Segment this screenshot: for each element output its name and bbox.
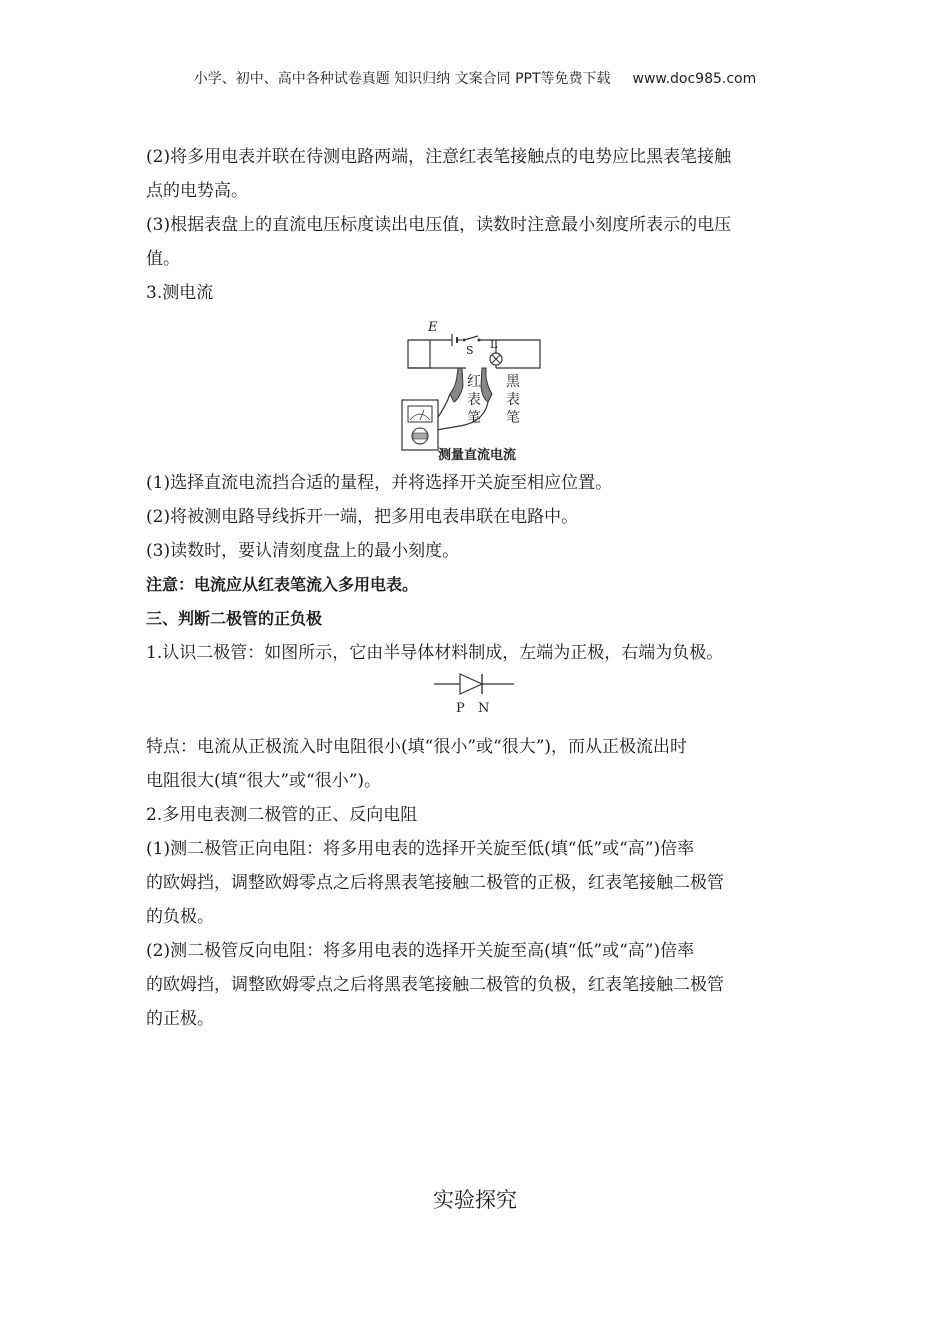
paragraph: (3)读数时，要认清刻度盘上的最小刻度。: [146, 541, 460, 561]
label-s: S: [466, 344, 474, 357]
header-url[interactable]: www.doc985.com: [632, 71, 757, 87]
current-measurement-figure: [146, 314, 810, 462]
paragraph: (2)测二极管反向电阻：将多用电表的选择开关旋至高(填“低”或“高”)倍率: [146, 941, 695, 961]
black-probe-char: 黑: [506, 374, 520, 390]
red-probe-char: 笔: [467, 410, 481, 426]
black-probe-char: 表: [506, 392, 520, 408]
paragraph: (2)将被测电路导线拆开一端，把多用电表串联在电路中。: [146, 507, 579, 527]
red-probe-char: 表: [467, 392, 481, 408]
diode-symbol: [430, 672, 520, 730]
circuit-diagram: [400, 314, 560, 462]
paragraph: 1.认识二极管：如图所示，它由半导体材料制成，左端为正极，右端为负极。: [146, 643, 724, 663]
label-e: E: [428, 320, 438, 335]
paragraph: 2.多用电表测二极管的正、反向电阻: [146, 805, 418, 825]
note-text: 注意：电流应从红表笔流入多用电表。: [146, 575, 419, 594]
paragraph: (2)将多用电表并联在待测电路两端，注意红表笔接触点的电势应比黑表笔接触: [146, 147, 732, 167]
paragraph: 的欧姆挡，调整欧姆零点之后将黑表笔接触二极管的负极，红表笔接触二极管: [146, 975, 724, 995]
black-probe-char: 笔: [506, 410, 520, 426]
paragraph: 的欧姆挡，调整欧姆零点之后将黑表笔接触二极管的正极，红表笔接触二极管: [146, 873, 724, 893]
paragraph: 电阻很大(填“很大”或“很小”)。: [146, 771, 382, 791]
paragraph: 的正极。: [146, 1009, 214, 1029]
label-p: P: [456, 701, 465, 716]
section-heading-current: 3.测电流: [146, 283, 214, 303]
label-n: N: [478, 701, 490, 716]
paragraph: 的负极。: [146, 907, 214, 927]
paragraph: (1)测二极管正向电阻：将多用电表的选择开关旋至低(填“低”或“高”)倍率: [146, 839, 695, 859]
paragraph: 特点：电流从正极流入时电阻很小(填“很小”或“很大”)，而从正极流出时: [146, 737, 688, 757]
page-header: [0, 68, 950, 88]
next-section-title: 实验探究: [433, 1188, 517, 1212]
paragraph: 点的电势高。: [146, 181, 248, 201]
header-text: 小学、初中、高中各种试卷真题 知识归纳 文案合同 PPT等免费下载: [193, 71, 611, 87]
document-body: [146, 140, 810, 1036]
red-probe-char: 红: [467, 374, 481, 390]
diode-figure: [146, 672, 810, 730]
figure-caption: 测量直流电流: [438, 448, 517, 462]
paragraph: (1)选择直流电流挡合适的量程，并将选择开关旋至相应位置。: [146, 473, 613, 493]
paragraph: (3)根据表盘上的直流电压标度读出电压值，读数时注意最小刻度所表示的电压: [146, 215, 732, 235]
section-heading-diode: 三、判断二极管的正负极: [146, 609, 323, 628]
paragraph: 值。: [146, 249, 180, 269]
label-l: L: [490, 338, 498, 351]
